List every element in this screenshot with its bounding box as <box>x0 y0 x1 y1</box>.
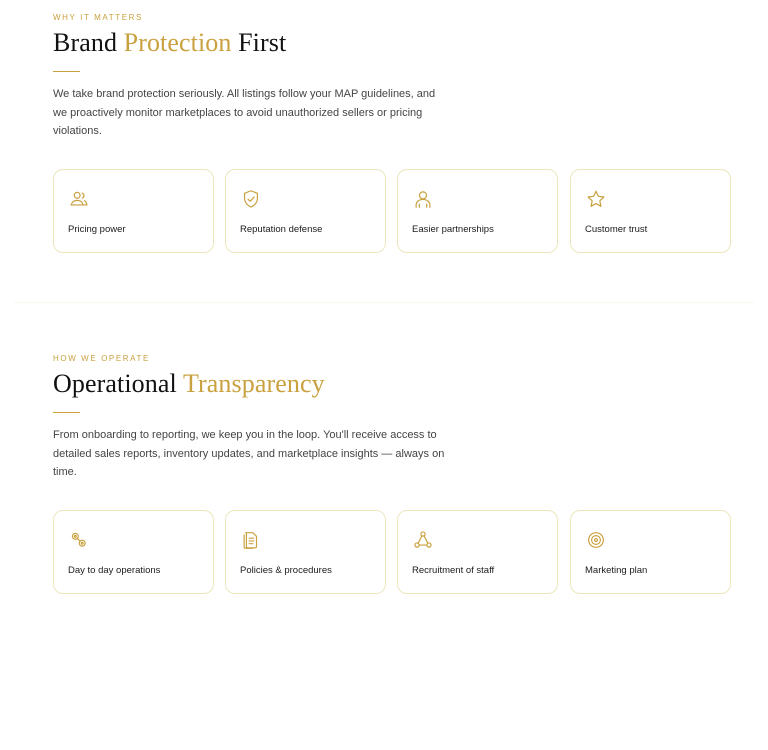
feature-card-label: Recruitment of staff <box>412 565 495 576</box>
feature-card-label: Policies & procedures <box>240 565 332 576</box>
feature-card-marketing-plan <box>570 510 731 594</box>
section-eyebrow: WHY IT MATTERS <box>53 13 143 22</box>
feature-card-customer-trust <box>570 169 731 253</box>
gears-icon <box>68 529 90 551</box>
feature-card-recruitment-of-staff <box>397 510 558 594</box>
feature-card-label: Customer trust <box>585 224 648 235</box>
target-icon <box>585 529 607 551</box>
section-description: We take brand protection seriously. All listings follow your MAP guidelines, and we proactively monitor marketplaces to avoid unauthorized sellers or pricing violations. <box>53 88 436 137</box>
feature-card-label: Day to day operations <box>68 565 161 576</box>
shield-check-icon <box>240 188 262 210</box>
users-icon <box>68 188 90 210</box>
section-title <box>53 28 286 58</box>
title-underline <box>53 71 80 72</box>
title-text: First <box>231 28 287 57</box>
feature-card-label: Reputation defense <box>240 224 323 235</box>
title-text: Operational <box>53 369 183 398</box>
feature-card-easier-partnerships <box>397 169 558 253</box>
section-description: From onboarding to reporting, we keep you in the loop. You'll receive access to detailed sales reports, inventory updates, and marketplace insights — always on time. <box>53 429 445 478</box>
feature-card-label: Pricing power <box>68 224 126 235</box>
feature-card-day-to-day-operations <box>53 510 214 594</box>
feature-card-label: Easier partnerships <box>412 224 494 235</box>
section-title <box>53 369 325 399</box>
section-eyebrow: HOW WE OPERATE <box>53 354 150 363</box>
title-underline <box>53 412 80 413</box>
person-icon <box>412 188 434 210</box>
title-accent: Protection <box>123 28 232 57</box>
feature-card-label: Marketing plan <box>585 565 648 576</box>
network-icon <box>412 529 434 551</box>
section-divider <box>14 302 754 303</box>
title-accent: Transparency <box>182 369 325 398</box>
title-text: Brand <box>53 28 124 57</box>
star-icon <box>585 188 607 210</box>
documents-icon <box>240 529 262 551</box>
feature-card-policies-procedures <box>225 510 386 594</box>
feature-cards <box>53 169 733 254</box>
feature-cards <box>53 510 733 595</box>
feature-card-reputation-defense <box>225 169 386 253</box>
feature-card-pricing-power <box>53 169 214 253</box>
